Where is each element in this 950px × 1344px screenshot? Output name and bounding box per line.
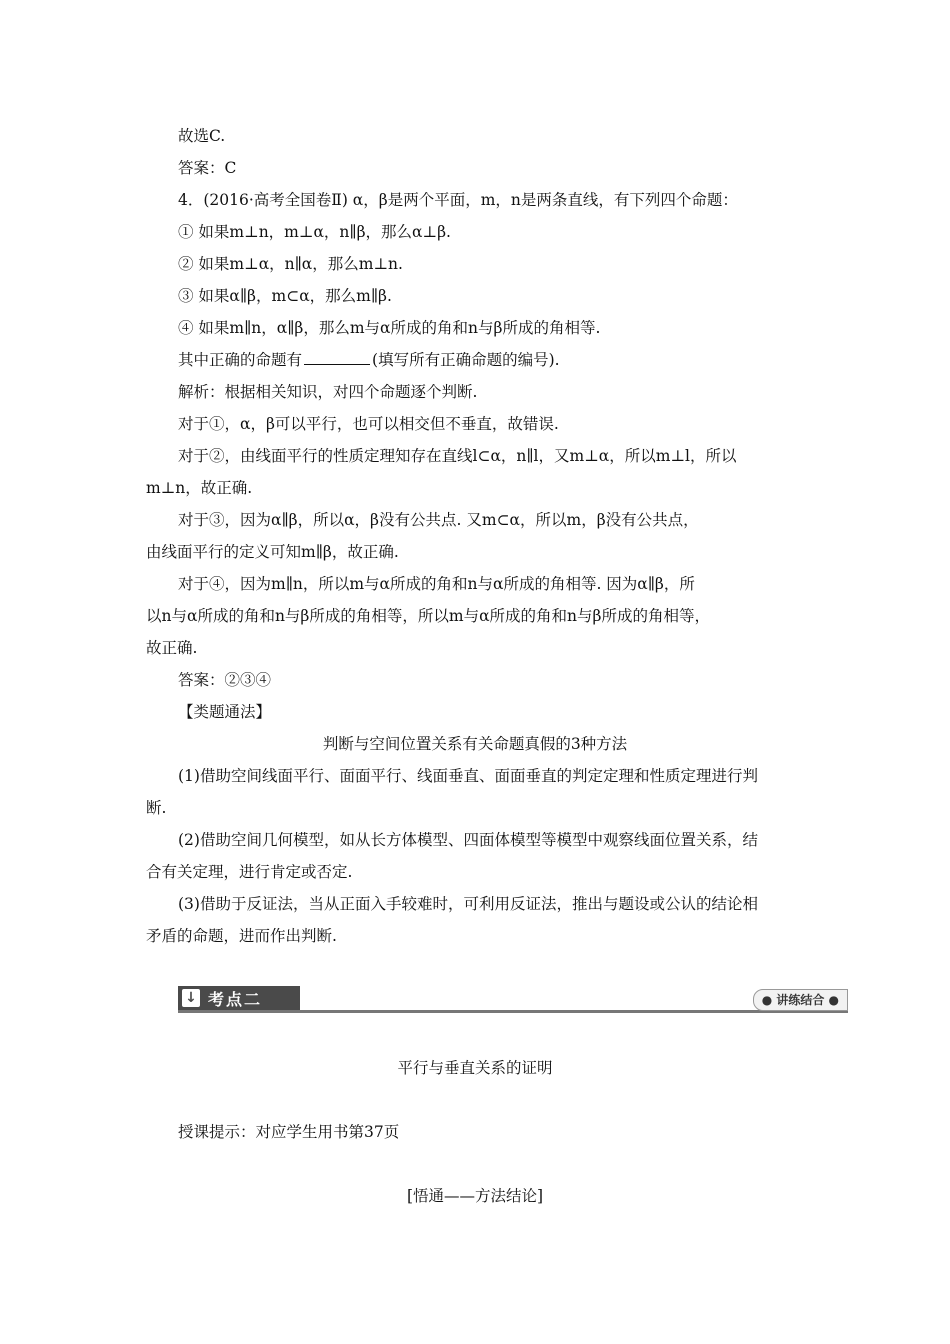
proposition-3: ③ 如果α∥β，m⊂α，那么m∥β. [178,287,392,305]
analysis-line: 以n与α所成的角和n与β所成的角相等，所以m与α所成的角和n与β所成的角相等， [146,607,711,625]
text-line: 故选C. [178,127,226,145]
section-bar [178,986,848,1014]
section-tab [178,986,300,1010]
method-item-2-cont: 合有关定理，进行肯定或否定. [146,863,353,881]
answer-blank [304,350,370,365]
analysis-line: 解析：根据相关知识，对四个命题逐个判断. [178,383,478,401]
section-heading: 平行与垂直关系的证明 [397,1059,553,1077]
analysis-line: 对于③，因为α∥β，所以α，β没有公共点. 又m⊂α，所以m，β没有公共点， [178,511,699,529]
analysis-line: 对于②，由线面平行的性质定理知存在直线l⊂α，n∥l，又m⊥α，所以m⊥l，所以 [178,447,737,465]
method-tag: 【类题通法】 [178,703,272,721]
section-divider [178,1010,848,1013]
answer-line: 答案：②③④ [178,671,272,689]
analysis-line: 故正确. [146,639,198,657]
question-stem: 4．(2016·高考全国卷Ⅱ) α，β是两个平面，m，n是两条直线，有下列四个命题： [178,191,738,209]
proposition-4: ④ 如果m∥n，α∥β，那么m与α所成的角和n与β所成的角相等. [178,319,601,337]
method-item-3: (3)借助于反证法，当从正面入手较难时，可利用反证法，推出与题设或公认的结论相 [178,895,758,913]
fill-blank-prompt: 其中正确的命题有 [178,351,303,369]
analysis-line: m⊥n，故正确. [146,479,253,497]
method-heading: 判断与空间位置关系有关命题真假的3种方法 [322,735,628,753]
subsection-heading: [悟通——方法结论] [406,1187,544,1205]
section-tab-title: 考点二 [208,989,263,1009]
analysis-line: 由线面平行的定义可知m∥β，故正确. [146,543,399,561]
method-item-2: (2)借助空间几何模型，如从长方体模型、四面体模型等模型中观察线面位置关系，结 [178,831,758,849]
analysis-line: 对于①，α，β可以平行，也可以相交但不垂直，故错误. [178,415,559,433]
analysis-line: 对于④，因为m∥n，所以m与α所成的角和n与α所成的角相等. 因为α∥β，所 [178,575,695,593]
section-badge: ● 讲练结合 ● [753,989,848,1011]
fill-blank-line [178,350,560,370]
lesson-hint: 授课提示：对应学生用书第37页 [178,1123,400,1141]
text-line: 答案：C [178,159,237,177]
proposition-1: ① 如果m⊥n，m⊥α，n∥β，那么α⊥β. [178,223,451,241]
method-item-1: (1)借助空间线面平行、面面平行、线面垂直、面面垂直的判定定理和性质定理进行判 [178,767,758,785]
down-arrow-icon: ↓ [182,989,200,1007]
method-item-1-cont: 断. [146,799,167,817]
method-item-3-cont: 矛盾的命题，进而作出判断. [146,927,337,945]
proposition-2: ② 如果m⊥α，n∥α，那么m⊥n. [178,255,403,273]
fill-blank-note: (填写所有正确命题的编号). [372,351,560,369]
